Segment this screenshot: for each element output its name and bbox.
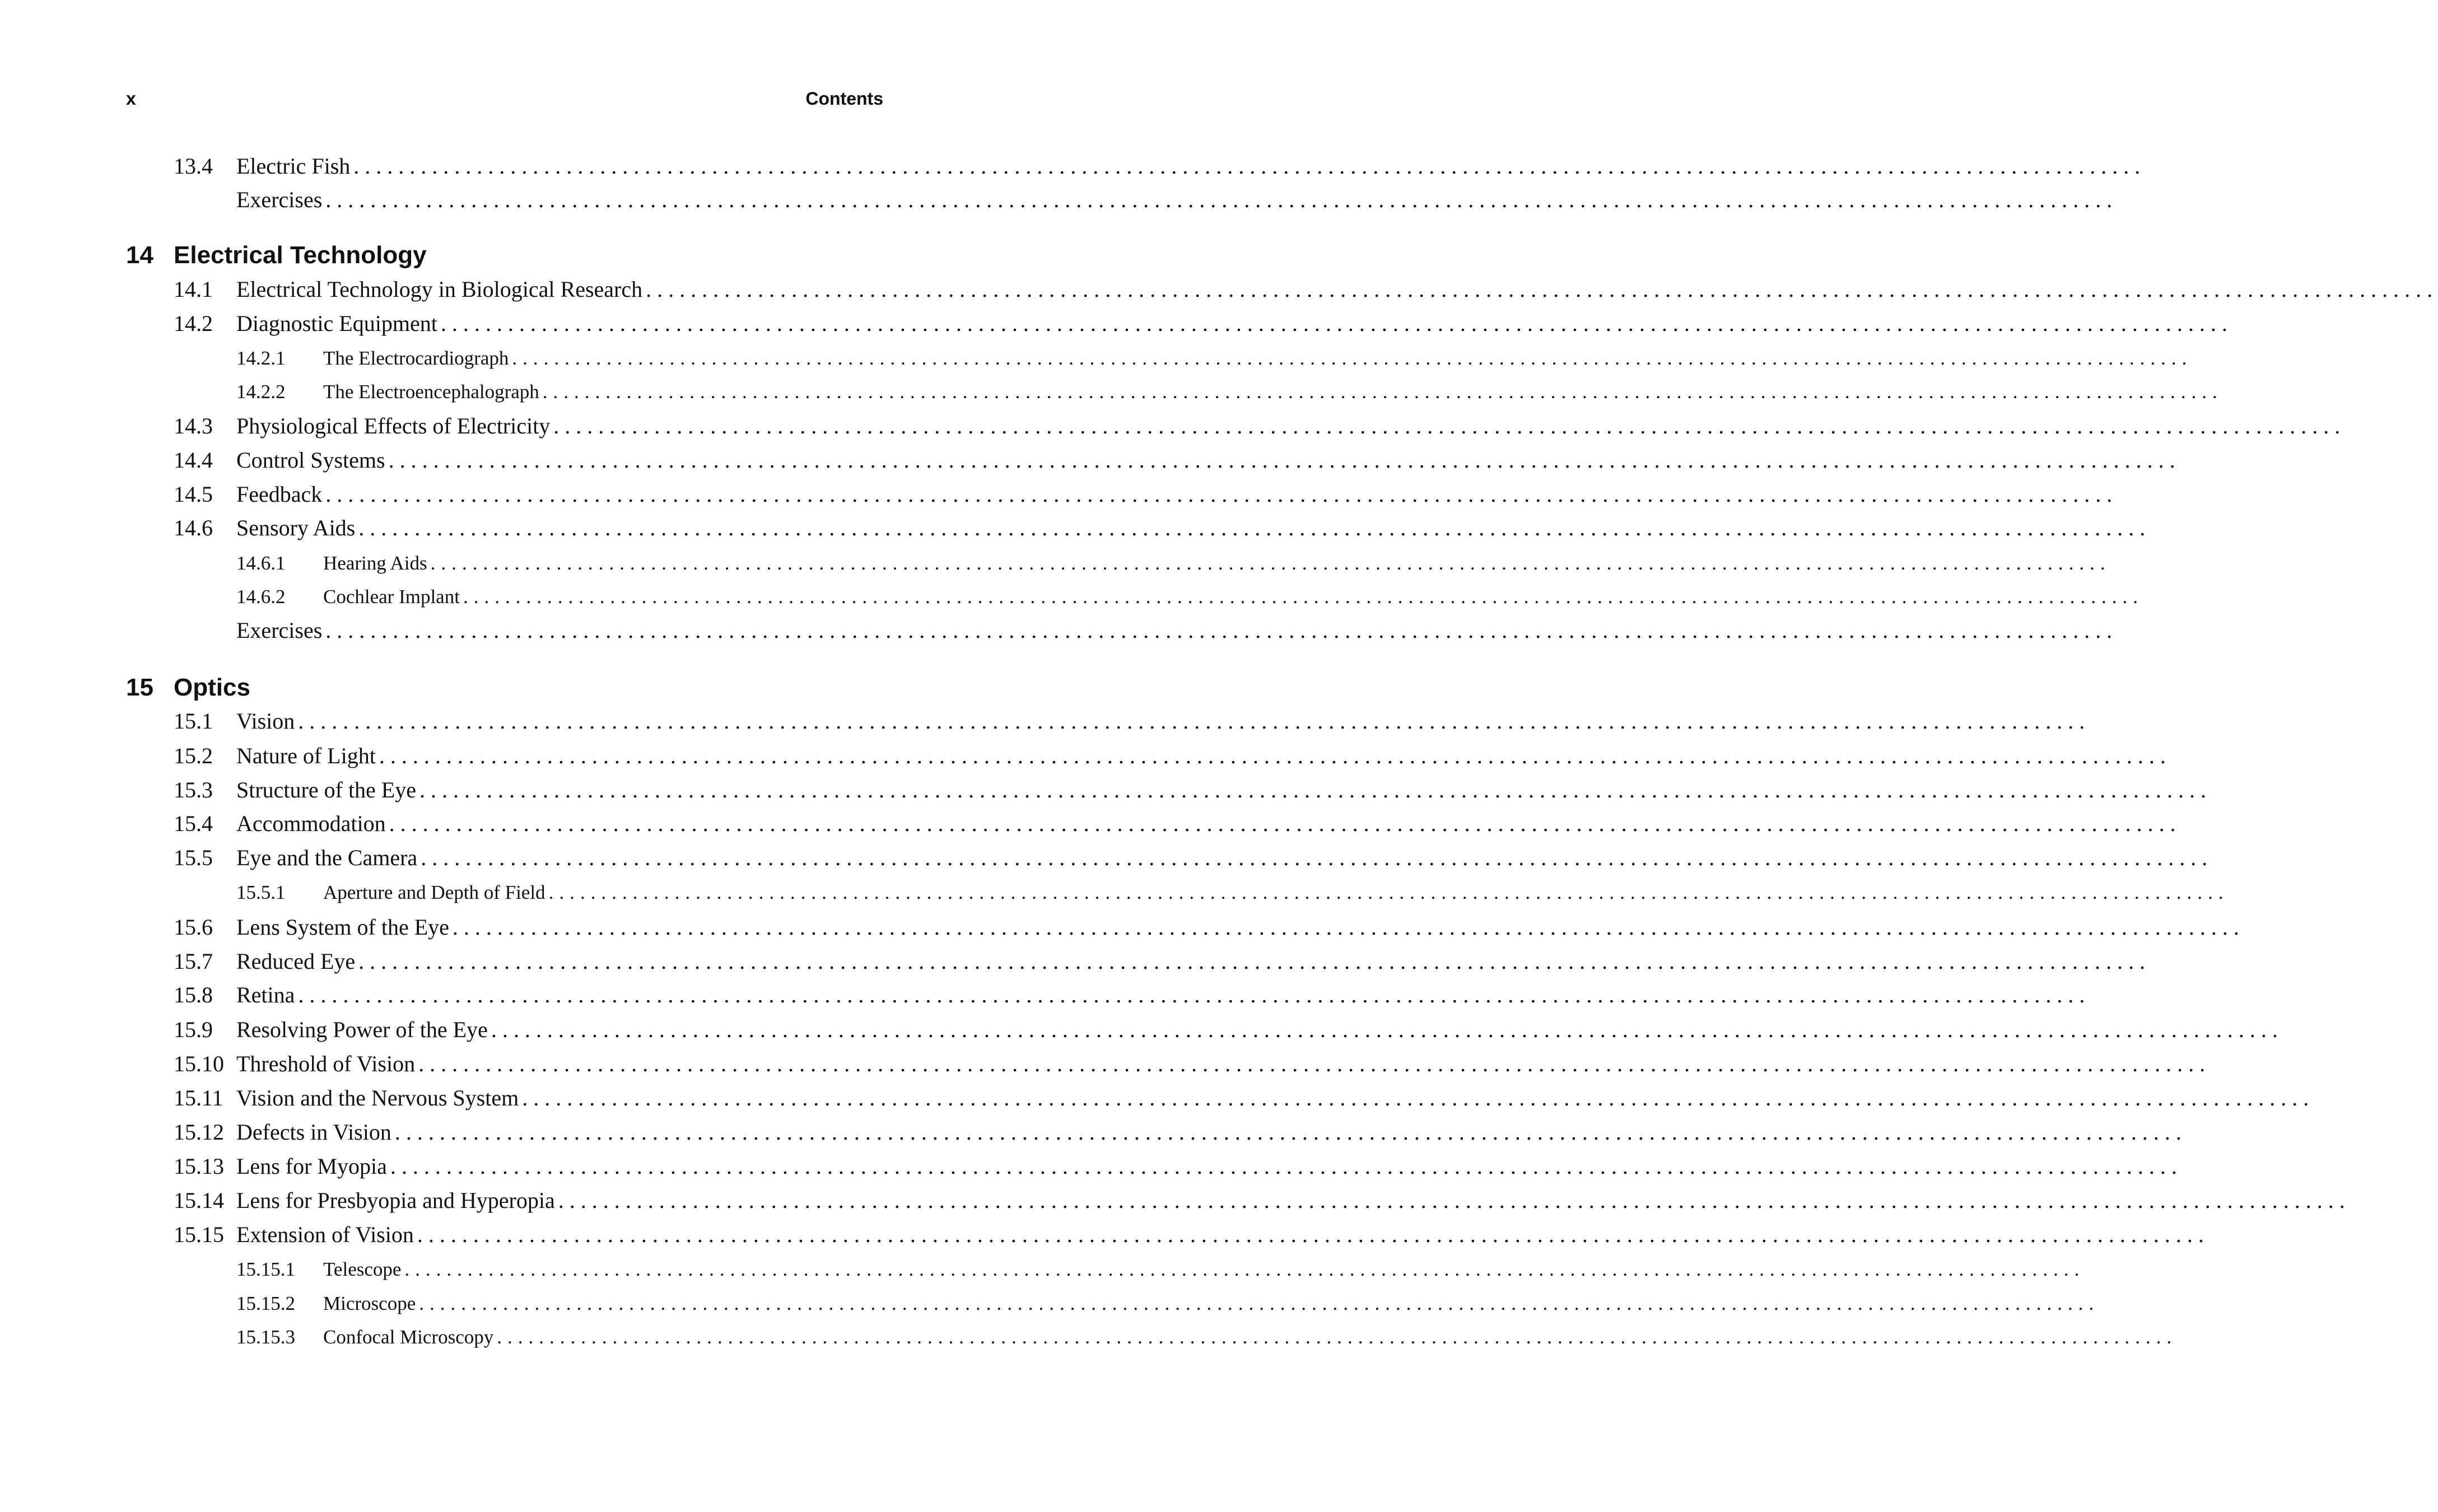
entry-number: 14.5 [174,482,213,507]
entry-title: Vision and the Nervous System [236,1085,519,1110]
dot-leader: ................................................................................................................................................................ [389,811,2181,836]
entry-title: Confocal Microscopy [323,1326,494,1348]
entry-title-leader [236,310,2233,338]
entry-title: Defects in Vision [236,1119,391,1145]
entry-number: 15.3 [174,777,213,802]
dot-leader: ................................................................................................................................................................ [388,447,2181,473]
dot-leader: ................................................................................................................................................................ [325,482,2118,507]
dot-leader: ................................................................................................................................................................ [430,552,2111,574]
entry-number: 15.15.3 [236,1326,295,1348]
dot-leader: ................................................................................................................................................................ [646,277,2438,302]
entry-title-leader [236,1221,2209,1249]
page-folio: x [126,88,136,109]
entry-number: 15.5.1 [236,881,286,903]
dot-leader: ................................................................................................................................................................ [358,949,2151,974]
dot-leader: ................................................................................................................................................................ [542,381,2223,403]
entry-title-leader [236,1187,2351,1215]
entry-title-leader [174,240,818,271]
entry-title-leader [236,742,2171,770]
entry-number: 15.15.1 [236,1258,295,1280]
entry-title: Resolving Power of the Eye [236,1017,488,1042]
dot-leader: ................................................................................................................................................................ [452,914,2245,940]
entry-title-leader [323,584,2143,610]
dot-leader: ................................................................................................................................................................ [417,1222,2209,1247]
entry-number: 15.15 [174,1222,224,1247]
entry-title-leader [236,776,2212,804]
entry-title: Sensory Aids [236,515,356,540]
entry-title-leader [236,913,2245,941]
entry-number: 14.2.2 [236,381,286,403]
entry-title: Retina [236,982,295,1007]
dot-leader: ................................................................................................................................................................ [325,187,2118,212]
entry-number: 14.6.2 [236,586,286,608]
entry-title: Diagnostic Equipment [236,311,437,336]
entry-title: Electrical Technology [174,241,427,269]
entry-number: 15.2 [174,743,213,768]
entry-title-leader [323,346,2193,371]
dot-leader: ................................................................................................................................................................ [419,777,2212,802]
entry-title: Physiological Effects of Electricity [236,413,551,438]
entry-title: Reduced Eye [236,949,356,974]
entry-title: The Electrocardiograph [323,347,509,369]
entry-number: 14.6 [174,515,213,540]
entry-title-leader [236,1050,2211,1078]
entry-title-leader [323,1291,2100,1317]
entry-title-leader [236,480,2118,508]
entry-number: 14.4 [174,447,213,473]
entry-title: Lens System of the Eye [236,914,449,940]
entry-number: 14.2.1 [236,347,286,369]
entry-title-leader [236,446,2181,474]
entry-number: 15.4 [174,811,213,836]
entry-title-leader [236,276,2438,304]
entry-title-leader [236,948,2151,976]
entry-number: 15.11 [174,1085,223,1110]
entry-title: Feedback [236,482,323,507]
entry-title-leader [323,550,2111,576]
entry-number: 14.1 [174,277,213,302]
entry-title-leader [236,1084,2315,1112]
entry-number: 15.5 [174,845,213,870]
dot-leader: ................................................................................................................................................................ [404,1258,2085,1280]
entry-title: Exercises [236,187,323,212]
dot-leader: ................................................................................................................................................................ [298,982,2091,1007]
entry-title-leader [236,1016,2283,1044]
entry-number: 15.7 [174,949,213,974]
entry-title: Nature of Light [236,743,376,768]
entry-number: 13.4 [174,153,213,179]
entry-title-leader [323,1257,2085,1282]
entry-number: 15 [126,674,153,701]
entry-title-leader [236,981,2091,1009]
entry-title: Cochlear Implant [323,586,460,608]
dot-leader: ................................................................................................................................................................ [325,618,2118,643]
entry-number: 15.8 [174,982,213,1007]
dot-leader: ................................................................................................................................................................ [419,1292,2100,1314]
entry-title-leader [236,412,2346,440]
running-head-title: Contents [805,88,883,109]
entry-number: 15.13 [174,1154,224,1179]
dot-leader: ................................................................................................................................................................ [491,1017,2283,1042]
entry-title: Vision [236,708,295,734]
entry-title: Optics [174,674,250,701]
dot-leader: ................................................................................................................................................................ [558,1188,2351,1213]
entry-number: 14.2 [174,311,213,336]
entry-number: 15.9 [174,1017,213,1042]
entry-title-leader [236,707,2091,735]
dot-leader: ................................................................................................................................................................ [512,347,2193,369]
entry-title-leader [236,186,2118,214]
dot-leader: ................................................................................................................................................................ [440,311,2233,336]
dot-leader: ................................................................................................................................................................ [379,743,2171,768]
entry-title: Electric Fish [236,153,351,179]
entry-title: Hearing Aids [323,552,427,574]
entry-title-leader [236,844,2213,872]
entry-number: 15.10 [174,1051,224,1076]
entry-title-leader [323,379,2223,405]
entry-title: Lens for Presbyopia and Hyperopia [236,1188,555,1213]
entry-number: 14.6.1 [236,552,286,574]
entry-title-leader [236,152,2146,180]
entry-title: The Electroencephalograph [323,381,539,403]
entry-title: Lens for Myopia [236,1154,387,1179]
entry-title: Exercises [236,618,323,643]
entry-title-leader [323,1324,2178,1350]
dot-leader: ................................................................................................................................................................ [358,515,2151,540]
entry-title: Threshold of Vision [236,1051,416,1076]
entry-title-leader [236,810,2181,838]
dot-leader: ................................................................................................................................................................ [553,413,2346,438]
dot-leader: ................................................................................................................................................................ [394,1119,2187,1145]
entry-title: Structure of the Eye [236,777,416,802]
entry-title-leader [236,1118,2187,1146]
entry-title-leader [323,880,2229,906]
entry-number: 15.6 [174,914,213,940]
dot-leader: ................................................................................................................................................................ [522,1085,2315,1110]
entry-number: 14 [126,241,153,269]
entry-title: Microscope [323,1292,416,1314]
entry-title-leader [236,1152,2183,1180]
entry-title: Eye and the Camera [236,845,418,870]
entry-number: 14.3 [174,413,213,438]
entry-number: 15.12 [174,1119,224,1145]
entry-title: Control Systems [236,447,385,473]
dot-leader: ................................................................................................................................................................ [390,1154,2183,1179]
entry-title: Aperture and Depth of Field [323,881,546,903]
dot-leader: ................................................................................................................................................................ [497,1326,2178,1348]
entry-title: Accommodation [236,811,386,836]
dot-leader: ................................................................................................................................................................ [353,153,2146,179]
entry-number: 15.15.2 [236,1292,295,1314]
entry-title: Extension of Vision [236,1222,414,1247]
dot-leader: ................................................................................................................................................................ [548,881,2229,903]
entry-title-leader [236,617,2118,645]
entry-number: 15.14 [174,1188,224,1213]
dot-leader: ................................................................................................................................................................ [418,1051,2211,1076]
entry-title: Telescope [323,1258,402,1280]
entry-title-leader [174,672,818,703]
dot-leader: ................................................................................................................................................................ [421,845,2213,870]
entry-title: Electrical Technology in Biological Research [236,277,643,302]
dot-leader: ................................................................................................................................................................ [298,708,2091,734]
dot-leader: ................................................................................................................................................................ [463,586,2143,608]
entry-title-leader [236,514,2151,542]
entry-number: 15.1 [174,708,213,734]
